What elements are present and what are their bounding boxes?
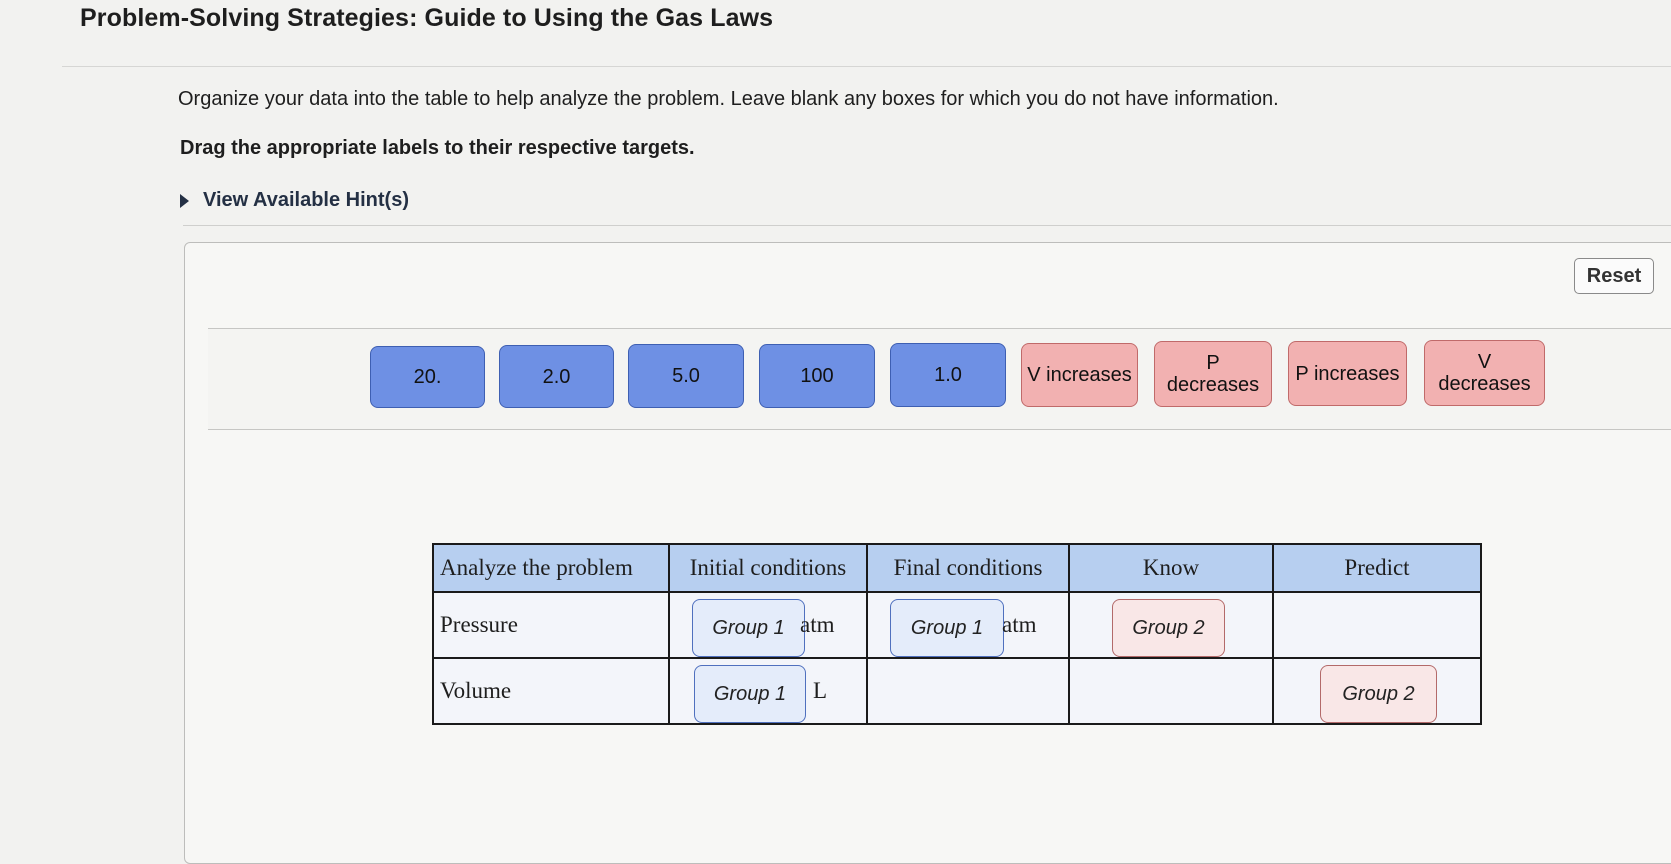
cell-pressure-initial [669,592,867,658]
cell-volume-initial [669,658,867,724]
cell-pressure-know [1069,592,1273,658]
label-chip-1-0[interactable]: 1.0 [890,343,1006,407]
table-row [433,592,1481,658]
gas-law-table [432,543,1482,725]
unit-label: atm [800,612,835,637]
label-chip-100[interactable]: 100 [759,344,875,408]
label-chip-5-0[interactable]: 5.0 [628,344,744,408]
label-chip-2-0[interactable]: 2.0 [499,345,614,408]
drop-target-pressure-final[interactable]: Group 1 [890,599,1004,657]
cell-volume-predict [1273,658,1481,724]
view-hints-toggle[interactable] [180,189,409,212]
header-predict: Predict [1273,544,1481,592]
header-know: Know [1069,544,1273,592]
table-row [433,658,1481,724]
unit-label: L [813,678,828,703]
row-label-volume: Volume [433,658,669,724]
header-initial: Initial conditions [669,544,867,592]
drop-target-pressure-initial[interactable]: Group 1 [692,599,805,657]
caret-right-icon [180,194,189,208]
cell-volume-final [867,658,1069,724]
drop-target-volume-initial[interactable]: Group 1 [694,665,806,723]
label-chip-p-increases[interactable]: P increases [1288,341,1407,406]
instruction-text: Organize your data into the table to help analyze the problem. Leave blank any boxes for which you do not have information. [178,88,1279,110]
title-divider [62,66,1671,67]
label-chip-20[interactable]: 20. [370,346,485,408]
table-header-row [433,544,1481,592]
header-final: Final conditions [867,544,1069,592]
label-chip-v-decreases[interactable]: V decreases [1424,340,1545,406]
cell-pressure-final [867,592,1069,658]
hint-divider [183,225,1671,226]
view-hints-label: View Available Hint(s) [203,189,409,211]
drop-target-pressure-know[interactable]: Group 2 [1112,599,1225,657]
row-label-pressure: Pressure [433,592,669,658]
reset-button[interactable]: Reset [1574,258,1654,294]
unit-label: atm [1002,612,1037,637]
header-analyze: Analyze the problem [433,544,669,592]
drop-target-volume-predict[interactable]: Group 2 [1320,665,1437,723]
cell-volume-know [1069,658,1273,724]
label-chip-p-decreases[interactable]: P decreases [1154,341,1272,407]
cell-pressure-predict [1273,592,1481,658]
label-chip-v-increases[interactable]: V increases [1021,343,1138,407]
page-title: Problem-Solving Strategies: Guide to Using the Gas Laws [80,4,774,32]
drag-instruction-text: Drag the appropriate labels to their respective targets. [180,137,695,159]
